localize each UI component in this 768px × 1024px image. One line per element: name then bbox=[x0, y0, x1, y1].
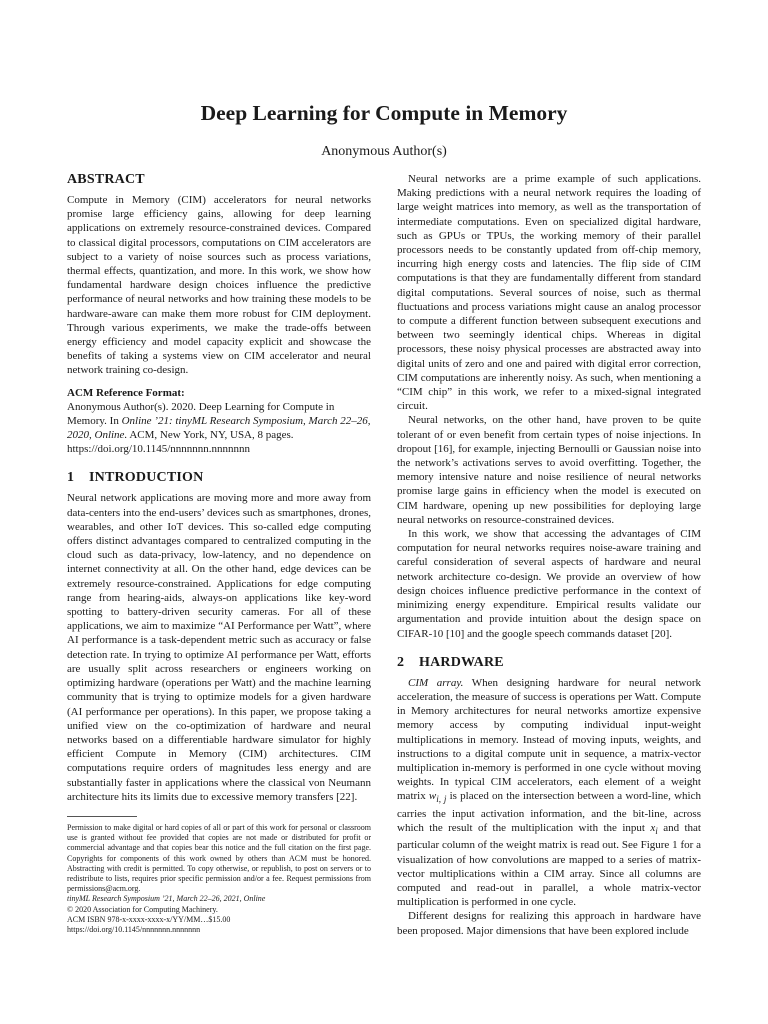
footnote-conference: tinyML Research Symposium ’21, March 22–26, 2021, Online bbox=[67, 894, 266, 904]
paper-authors: Anonymous Author(s) bbox=[321, 144, 447, 159]
right-column bbox=[397, 172, 701, 938]
intro-paragraph-3: Neural networks, on the other hand, have proven to be quite tolerant of or even benefit from certain types of noise injections. In dropout [16], for example, injecting Bernoulli or Gaussian noise into the network’s activations serves to avoid overfitting. Together, the memory intensive nature and noise resilience of neural networks promise large gains in efficiency when the model is executed on CIM hardware, opening up new possibilities for deploying large neural networks on resource-constrained devices. bbox=[397, 414, 701, 526]
intro-paragraph-2: Neural networks are a prime example of such applications. Making predictions with a neural network requires the loading of large weight matrices into memory, as well as the transportation of intermediate computations. Even on specialized digital hardware, such as GPUs or TPUs, the working memory of their parallel processors needs to be constantly updated from off-chip memory, incurring high energy costs and latencies. The flip side of CIM computations is that they are fundamentally different from standard digital computations. Several sources of noise, such as thermal fluctuations and process variations might cause an analog processor to compute a different function between subsequent executions and between two seemingly identical chips. Whereas in digital processors, these noisy physical processes are abstracted away into digital units of zero and one and paired with digital error correction, CIM computations are inherently noisy. As such, when mentioning a “CIM chip” in this work, we refer to a mixed-signal integrated circuit. bbox=[397, 173, 701, 413]
cim-array-lead: CIM array. bbox=[408, 676, 464, 689]
intro-heading: 1 INTRODUCTION bbox=[67, 470, 204, 486]
hardware-paragraph-1: CIM array. When designing hardware for neural network acceleration, the measure of success is operations per Watt. Compute in Memory architectures for neural networks amortize expensive memory access by computing individual input-weight multiplications in memory. Instead of moving inputs, weights, and instructions to a digital compute unit in sequence, a matrix-vector multiplication in-memory is performed in one cycle without moving weights. In typical CIM accelerators, each element of a weight matrix $w_{i, j}$ is placed on the intersection between a word-line, which carries the input activation information, and the bit-line, across which the result of the multiplication with the input $x_i$ and that particular column of the weight matrix is read out. See Figure 1 for a visualization of how convolutions are mapped to a series of matrix-vector multiplications within a CIM array. Since all columns are computed and read-out in parallel, a whole matrix-vector multiplication is performed in one cycle. bbox=[397, 676, 701, 909]
intro-paragraph-1: Neural network applications are moving more and more away from data-centers into the end-users’ devices such as smartphones, drones, wearables, and other IoT devices. This so-called edge computing offers distinct advantages compared to centralized computing in the cloud such as data-privacy, low-latency, and no dependence on internet connectivity at all. On the other hand, edge devices can be extremely resource-constrained. Applications for edge computing range from hearing-aids, always-on applications like key-word spotting to battery-driven security cameras. For all of these applications, we aim to maximize “AI Performance per Watt”, where AI performance is a task-dependent metric such as accuracy or false detection rate. In trying to optimize AI performance per Watt, efforts are usually split across researchers or engineers working on optimizing hardware (operations per Watt) and the machine learning community that is trying to optimize models for a given hardware (AI performance per operations). In this paper, we propose taking a unified view on the co-optimization of hardware and neural networks based on a differentiable hardware simulator for highly efficient Compute in Memory (CIM) architectures. CIM computations require orders of magnitudes less energy and are substantially faster in applications where the classical von Neumann architecture hits its limits due to excessive memory transfers [22]. bbox=[67, 492, 371, 803]
footnote-isbn: ACM ISBN 978-x-xxxx-xxxx-x/YY/MM…$15.00 bbox=[67, 914, 231, 924]
paper-title: Deep Learning for Compute in Memory bbox=[200, 101, 568, 125]
footnote-copyright: © 2020 Association for Computing Machinery. bbox=[67, 904, 218, 914]
left-column bbox=[67, 172, 371, 935]
hardware-paragraph-2: Different designs for realizing this approach in hardware have been proposed. Major dimensions that have been explored include bbox=[397, 910, 701, 937]
abstract-heading: ABSTRACT bbox=[67, 172, 145, 187]
reference-format-text: Anonymous Author(s). 2020. Deep Learning for Compute in Memory. In Online ’21: tinyML Research Symposium, March 22–26, 2020, Online. ACM, New York, NY, USA, 8 pages. https://doi.org/10.1145/nnnnnnn.nnnnnnn bbox=[67, 400, 371, 456]
hardware-heading: 2 HARDWARE bbox=[397, 654, 504, 670]
reference-format-heading: ACM Reference Format: bbox=[67, 386, 185, 399]
intro-paragraph-4: In this work, we show that accessing the advantages of CIM computation for neural networks requires noise-aware training and careful consideration of several aspects of hardware and neural network architecture co-design. We provide an overview of how design choices influence predictive performance in the context of minimizing energy expenditure. Empirical results validate our argumentation and provide intuition about the design space on CIFAR-10 [10] and the google speech commands dataset [20]. bbox=[397, 528, 701, 640]
footnote-permission: Permission to make digital or hard copies of all or part of this work for personal or classroom use is granted without fee provided that copies are not made or distributed for profit or commercial advantage and that copies bear this notice and the full citation on the first page. Copyrights for components of this work owned by others than ACM must be honored. Abstracting with credit is permitted. To copy otherwise, or republish, to post on servers or to redistribute to lists, requires prior specific permission and/or a fee. Request permissions from permissions@acm.org. bbox=[67, 822, 371, 894]
footnote-doi: https://doi.org/10.1145/nnnnnnn.nnnnnnn bbox=[67, 924, 201, 934]
footnote-rule bbox=[67, 816, 137, 817]
footnote-block bbox=[67, 823, 371, 935]
abstract-text: Compute in Memory (CIM) accelerators for neural networks promise large efficiency gains, allowing for deep learning applications on extremely resource-constrained devices. Compared to classical digital processors, computations on CIM accelerators are subject to a variety of noise sources such as process variations, thermal effects, quantization, and more. In this work, we show how fundamental hardware design choices influence the predictive performance of neural networks and how training these models to be hardware-aware can make them more robust for CIM deployment. Through various experiments, we make the trade-offs between energy efficiency and model capacity explicit and showcase the benefits of taking a systems view on CIM accelerator and neural network training co-design. bbox=[67, 194, 371, 377]
reference-venue: Online ’21: tinyML Research Symposium, March 22–26, 2020, Online. bbox=[67, 414, 371, 442]
